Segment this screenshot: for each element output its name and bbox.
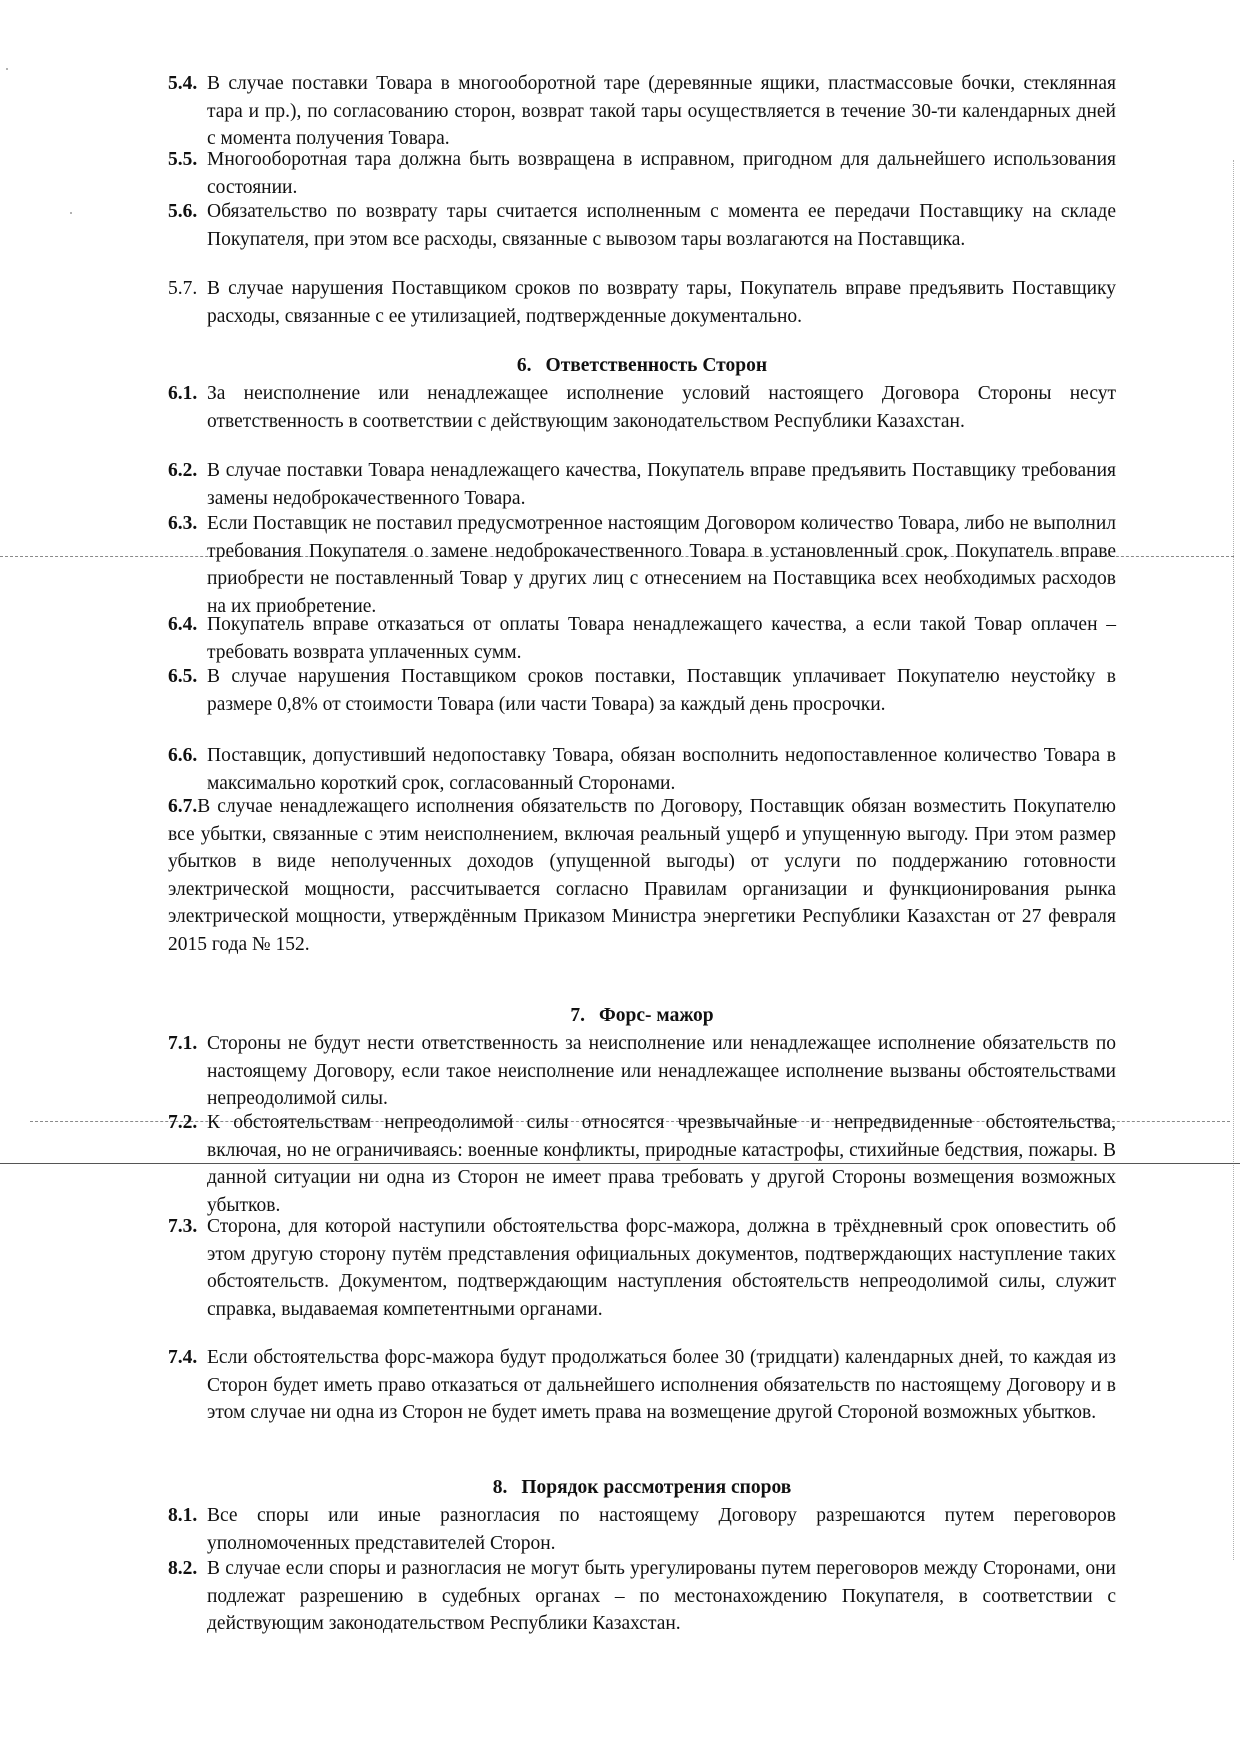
clause-number: 8.1. xyxy=(168,1505,198,1526)
clause-8-1 xyxy=(168,1502,1116,1557)
clause-text: Сторона, для которой наступили обстоятельства форс-мажора, должна в трёхдневный срок оповестить об этом другую сторону путём представления официальных документов, подтверждающих наступление таких обстоятельств. Документом, подтверждающим наступления обстоятельств непреодолимой силы, служит справка, выдаваемая компетентными органами. xyxy=(207,1216,1116,1320)
clause-5-4 xyxy=(168,70,1116,153)
clause-number: 6.4. xyxy=(168,614,198,635)
section-heading-7 xyxy=(168,1002,1116,1030)
clause-text: За неисполнение или ненадлежащее исполнение условий настоящего Договора Стороны несут ответственность в соответствии с действующим законодательством Республики Казахстан. xyxy=(207,383,1116,432)
clause-8-2 xyxy=(168,1555,1116,1638)
clause-6-3 xyxy=(168,510,1116,620)
clause-7-1 xyxy=(168,1030,1116,1113)
clause-5-5 xyxy=(168,146,1116,201)
clause-text: В случае если споры и разногласия не могут быть урегулированы путем переговоров между Сторонами, они подлежат разрешению в судебных органах – по местонахождению Покупателя, в соответствии с действующим законодательством Республики Казахстан. xyxy=(207,1558,1116,1634)
clause-6-6 xyxy=(168,742,1116,797)
clause-number: 6.5. xyxy=(168,666,198,687)
clause-number: 6.6. xyxy=(168,745,198,766)
section-title: Порядок рассмотрения споров xyxy=(521,1477,792,1498)
section-number: 6. xyxy=(516,355,532,376)
clause-number: 5.6. xyxy=(168,201,198,222)
clause-number: 6.7. xyxy=(168,796,198,817)
clause-text: Покупатель вправе отказаться от оплаты Товара ненадлежащего качества, а если такой Товар оплачен – требовать возврата уплаченных сумм. xyxy=(207,614,1116,663)
clause-text: Если Поставщик не поставил предусмотренное настоящим Договором количество Товара, либо не выполнил требования Покупателя о замене недоброкачественного Товара в установленный срок, Покупатель вправе приобрести не поставленный Товар у других лиц с отнесением на Поставщика всех необходимых расходов на их приобретение. xyxy=(207,513,1116,617)
clause-text: В случае поставки Товара ненадлежащего качества, Покупатель вправе предъявить Поставщику требования замены недоброкачественного Товара. xyxy=(207,460,1116,509)
clause-text: В случае нарушения Поставщиком сроков поставки, Поставщик уплачивает Покупателю неустойку в размере 0,8% от стоимости Товара (или части Товара) за каждый день просрочки. xyxy=(207,666,1116,715)
clause-7-3 xyxy=(168,1213,1116,1323)
scan-speck xyxy=(6,68,8,70)
clause-text: Обязательство по возврату тары считается исполненным с момента ее передачи Поставщику на складе Покупателя, при этом все расходы, связанные с вывозом тары возлагаются на Поставщика. xyxy=(207,201,1116,250)
scan-speck xyxy=(70,212,72,214)
clause-text: В случае нарушения Поставщиком сроков по возврату тары, Покупатель вправе предъявить Поставщику расходы, связанные с ее утилизацией, подтвержденные документально. xyxy=(207,278,1116,327)
clause-text: Все споры или иные разногласия по настоящему Договору разрешаются путем переговоров уполномоченных представителей Сторон. xyxy=(207,1505,1116,1554)
clause-number: 5.7. xyxy=(168,278,198,299)
section-heading-6 xyxy=(168,352,1116,380)
clause-number: 6.3. xyxy=(168,513,198,534)
clause-text: Поставщик, допустивший недопоставку Товара, обязан восполнить недопоставленное количество Товара в максимально короткий срок, согласованный Сторонами. xyxy=(207,745,1116,794)
section-title: Форс- мажор xyxy=(599,1005,714,1026)
clause-5-6 xyxy=(168,198,1116,253)
clause-number: 7.2. xyxy=(168,1112,198,1133)
clause-text: Стороны не будут нести ответственность за неисполнение или ненадлежащее исполнение обязательств по настоящему Договору, если такое неисполнение или ненадлежащее исполнение вызваны обстоятельствами непреодолимой силы. xyxy=(207,1033,1116,1109)
clause-text: Если обстоятельства форс-мажора будут продолжаться более 30 (тридцати) календарных дней, то каждая из Сторон будет иметь право отказаться от дальнейшего исполнения обязательств по настоящему Договору и в этом случае ни одна из Сторон не будет иметь права на возмещение другой Стороной возможных убытков. xyxy=(207,1347,1116,1423)
clause-body xyxy=(168,793,1116,958)
clause-number: 6.2. xyxy=(168,460,198,481)
clause-text: Многооборотная тара должна быть возвращена в исправном, пригодном для дальнейшего использования состоянии. xyxy=(207,149,1116,198)
clause-text: В случае поставки Товара в многооборотной таре (деревянные ящики, пластмассовые бочки, стеклянная тара и пр.), по согласованию сторон, возврат такой тары осуществляется в течение 30-ти календарных дней с момента получения Товара. xyxy=(207,73,1116,149)
clause-6-4 xyxy=(168,611,1116,666)
clause-number: 8.2. xyxy=(168,1558,198,1579)
clause-6-5 xyxy=(168,663,1116,718)
section-title: Ответственность Сторон xyxy=(545,355,768,376)
clause-text: К обстоятельствам непреодолимой силы относятся чрезвычайные и непредвиденные обстоятельства, включая, но не ограничиваясь: военные конфликты, природные катастрофы, стихийные бедствия, пожары. В данной ситуации ни одна из Сторон не имеет права требовать у другой Стороны возмещения возможных убытков. xyxy=(207,1112,1116,1216)
clause-number: 7.4. xyxy=(168,1347,198,1368)
section-heading-8 xyxy=(168,1474,1116,1502)
clause-6-7 xyxy=(168,793,1116,958)
clause-6-1 xyxy=(168,380,1116,435)
section-number: 8. xyxy=(492,1477,508,1498)
section-number: 7. xyxy=(570,1005,586,1026)
clause-number: 7.1. xyxy=(168,1033,198,1054)
clause-7-4 xyxy=(168,1344,1116,1427)
scan-edge xyxy=(1232,160,1234,1560)
clause-5-7 xyxy=(168,275,1116,330)
clause-number: 5.4. xyxy=(168,73,198,94)
clause-number: 5.5. xyxy=(168,149,198,170)
clause-number: 7.3. xyxy=(168,1216,198,1237)
clause-number: 6.1. xyxy=(168,383,198,404)
clause-text: В случае ненадлежащего исполнения обязательств по Договору, Поставщик обязан возместить Покупателю все убытки, связанные с этим неисполнением, включая реальный ущерб и упущенную выгоду. При этом размер убытков в виде неполученных доходов (упущенной выгоды) от услуги по поддержанию готовности электрической мощности, рассчитывается согласно Правилам организации и функционирования рынка электрической мощности, утверждённым Приказом Министра энергетики Республики Казахстан от 27 февраля 2015 года № 152. xyxy=(168,796,1116,955)
clause-7-2 xyxy=(168,1109,1116,1219)
clause-6-2 xyxy=(168,457,1116,512)
